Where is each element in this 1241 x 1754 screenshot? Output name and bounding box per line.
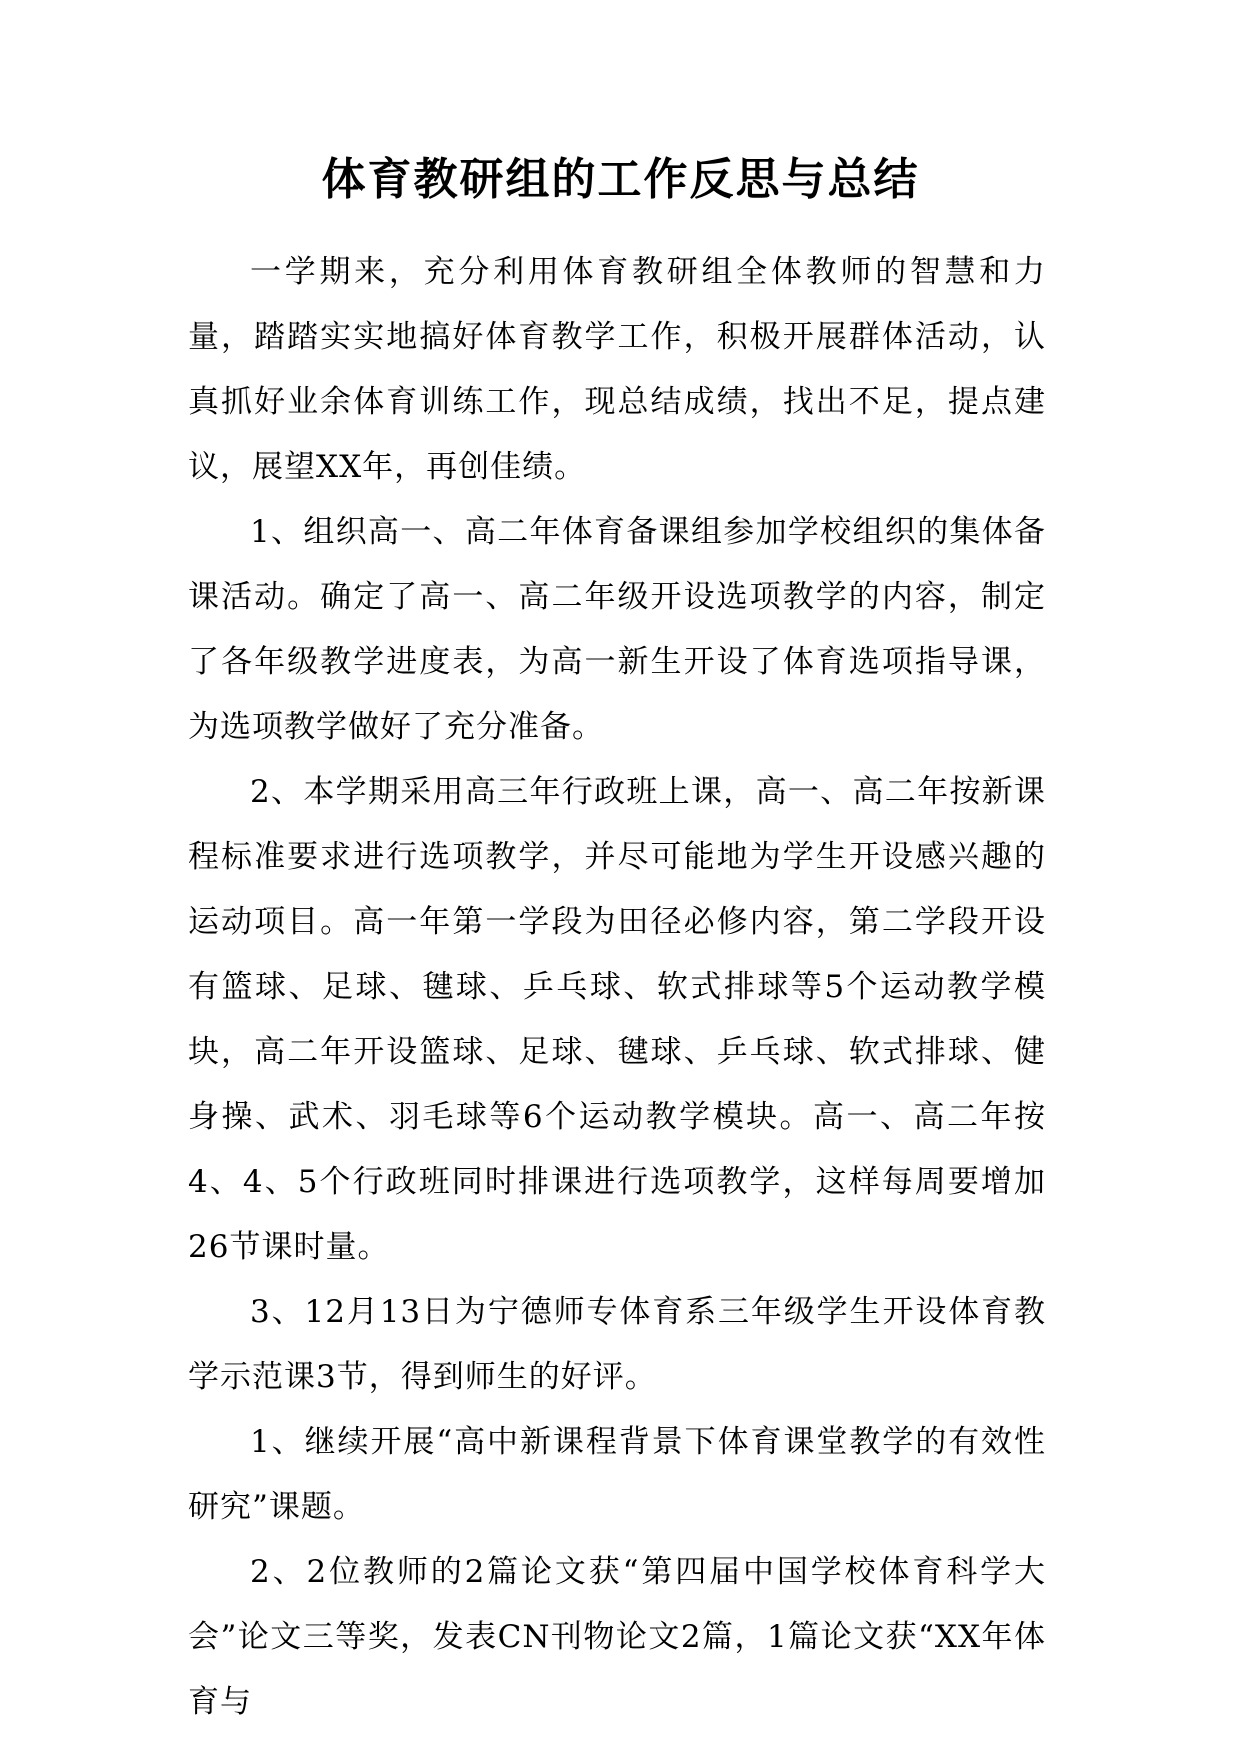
paragraph-item-1-collective-prep: 1、组织高一、高二年体育备课组参加学校组织的集体备课活动。确定了高一、高二年级开设选项教学的内容，制定了各年级教学进度表，为高一新生开设了体育选项指导课，为选项教学做好了充分准备。	[188, 514, 1046, 745]
paragraph-research-item-2: 2、2位教师的2篇论文获“第四届中国学校体育科学大会”论文三等奖，发表CN刊物论文2篇，1篇论文获“XX年体育与	[188, 1554, 1046, 1720]
paragraph-intro: 一学期来，充分利用体育教研组全体教师的智慧和力量，踏踏实实地搞好体育教学工作，积极开展群体活动，认真抓好业余体育训练工作，现总结成绩，找出不足，提点建议，展望XX年，再创佳绩。	[188, 254, 1046, 485]
paragraph-item-3-demo-lessons: 3、12月13日为宁德师专体育系三年级学生开设体育教学示范课3节，得到师生的好评。	[188, 1294, 1046, 1395]
document-title: 体育教研组的工作反思与总结	[321, 154, 920, 205]
paragraph-research-item-1: 1、继续开展“高中新课程背景下体育课堂教学的有效性研究”课题。	[188, 1424, 1046, 1525]
paragraph-item-2-elective-teaching: 2、本学期采用高三年行政班上课，高一、高二年按新课程标准要求进行选项教学，并尽可能地为学生开设感兴趣的运动项目。高一年第一学段为田径必修内容，第二学段开设有篮球、足球、毽球、乒乓球、软式排球等5个运动教学模块，高二年开设篮球、足球、毽球、乒乓球、软式排球、健身操、武术、羽毛球等6个运动教学模块。高一、高二年按4、4、5个行政班同时排课进行选项教学，这样每周要增加26节课时量。	[188, 774, 1046, 1265]
document-body	[188, 240, 1046, 1735]
